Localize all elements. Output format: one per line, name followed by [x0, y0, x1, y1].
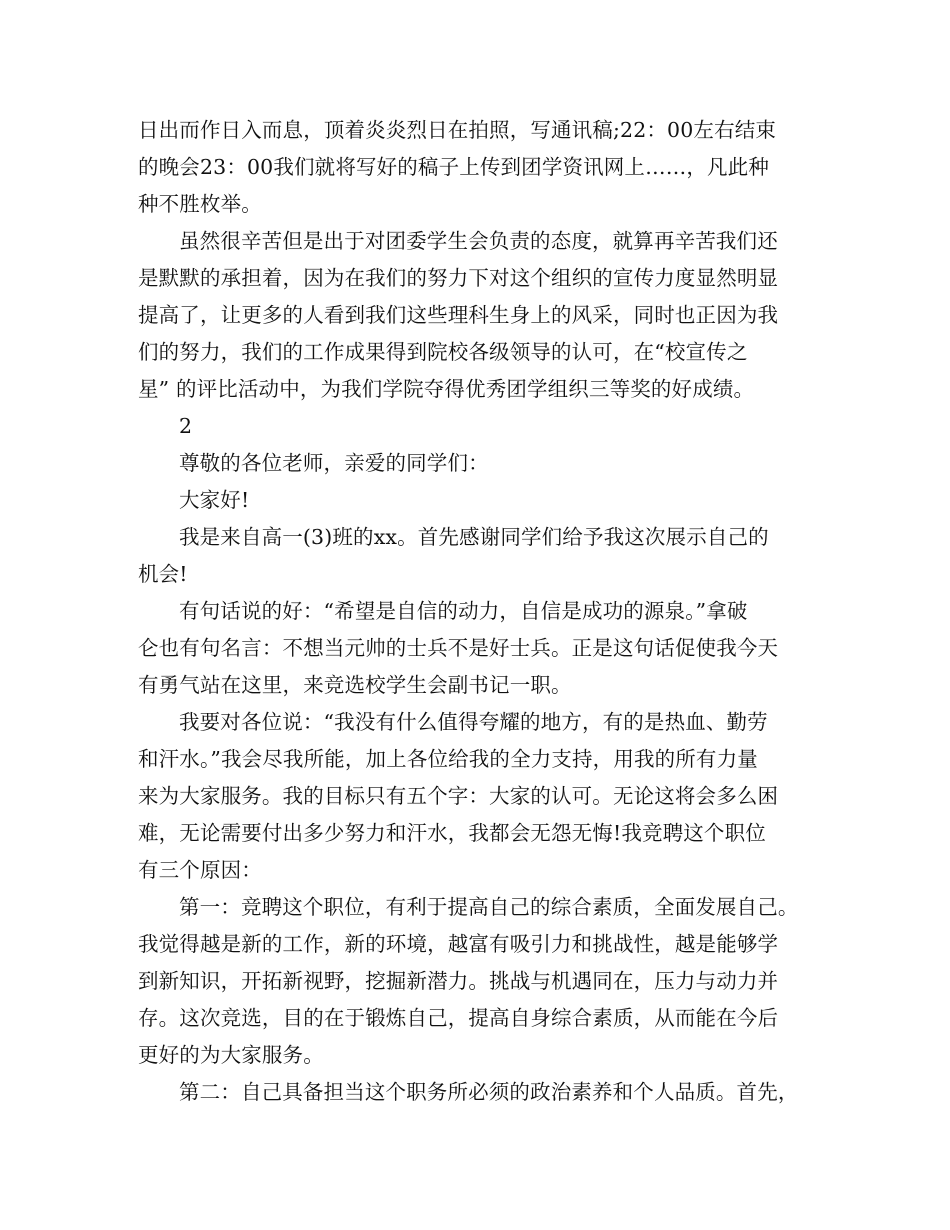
text-line: 到新知识，开拓新视野，挖掘新潜力。挑战与机遇同在，压力与动力并: [138, 969, 779, 993]
text-line: 存。这次竞选，目的在于锻炼自己，提高自身综合素质，从而能在今后: [138, 1006, 779, 1030]
text-line: 我觉得越是新的工作，新的环境，越富有吸引力和挑战性，越是能够学: [138, 932, 779, 956]
text-line: 日出而作日入而息，顶着炎炎烈日在拍照，写通讯稿;22：00左右结束: [138, 118, 777, 142]
paragraph-start-line: 虽然很辛苦但是出于对团委学生会负责的态度，就算再辛苦我们还: [179, 229, 778, 253]
paragraph-start-line: 我要对各位说：“我没有什么值得夸耀的地方，有的是热血、勤劳: [179, 710, 768, 734]
text-line: 提高了，让更多的人看到我们这些理科生身上的风采，同时也正因为我: [138, 303, 779, 327]
text-line: 和汗水。”我会尽我所能，加上各位给我的全力支持，用我的所有力量: [138, 747, 758, 771]
text-line: 们的努力，我们的工作成果得到院校各级领导的认可，在“校宣传之: [138, 340, 748, 364]
section-number: 2: [179, 414, 193, 438]
text-line: 的晚会23：00我们就将写好的稿子上传到团学资讯网上……，凡此种: [138, 155, 769, 179]
paragraph-start-line: 第二：自己具备担当这个职务所必须的政治素养和个人品质。首先，: [179, 1080, 799, 1104]
text-line: 来为大家服务。我的目标只有五个字：大家的认可。无论这将会多么困: [138, 784, 779, 808]
text-line: 有勇气站在这里，来竞选校学生会副书记一职。: [138, 673, 572, 697]
text-line: 种不胜枚举。: [138, 192, 262, 216]
paragraph-start-line: 第一：竞聘这个职位，有利于提高自己的综合素质，全面发展自己。: [179, 895, 799, 919]
text-line: 星” 的评比活动中，为我们学院夺得优秀团学组织三等奖的好成绩。: [138, 377, 755, 401]
greeting-line: 大家好!: [179, 488, 250, 512]
paragraph-start-line: 有句话说的好：“希望是自信的动力，自信是成功的源泉。”拿破: [179, 599, 748, 623]
text-line: 机会!: [138, 562, 188, 586]
paragraph-start-line: 我是来自高一(3)班的xx。首先感谢同学们给予我这次展示自己的: [179, 525, 769, 549]
text-line: 仑也有句名言：不想当元帅的士兵不是好士兵。正是这句话促使我今天: [138, 636, 779, 660]
salutation-line: 尊敬的各位老师，亲爱的同学们：: [179, 451, 489, 475]
text-line: 难，无论需要付出多少努力和汗水，我都会无怨无悔!我竞聘这个职位: [138, 821, 766, 845]
text-line: 是默默的承担着，因为在我们的努力下对这个组织的宣传力度显然明显: [138, 266, 779, 290]
text-line: 有三个原因：: [138, 858, 262, 882]
document-body: [138, 112, 828, 1111]
text-line: 更好的为大家服务。: [138, 1043, 324, 1067]
